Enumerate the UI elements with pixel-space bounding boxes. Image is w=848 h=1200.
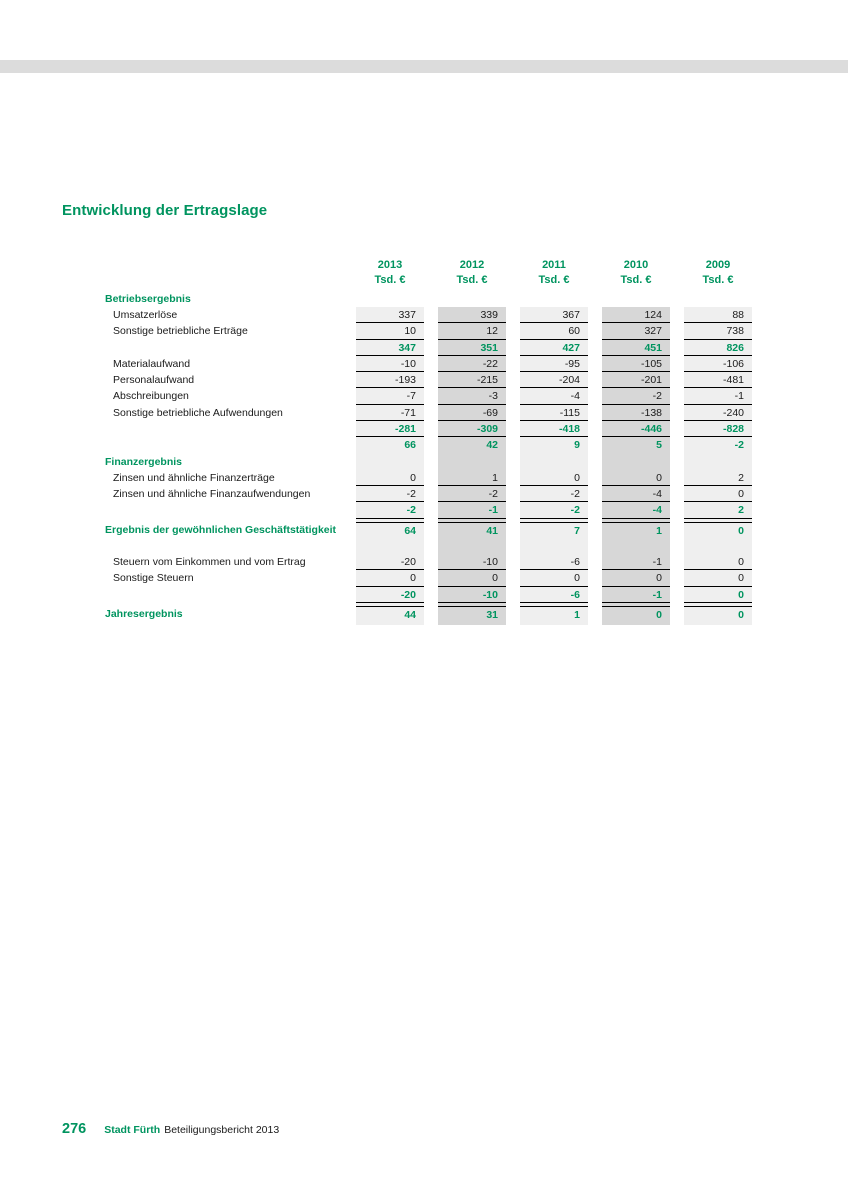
table-row: [105, 454, 755, 470]
column-header-year: 2011: [542, 259, 566, 271]
value-cell: -20: [356, 587, 424, 603]
table-row: [105, 570, 755, 586]
value-cell: 367: [520, 307, 588, 323]
value-cell: -71: [356, 405, 424, 421]
value-cell: 41: [438, 522, 506, 538]
page-footer: [62, 1121, 279, 1137]
value-cell: -193: [356, 372, 424, 388]
row-label: Zinsen und ähnliche Finanzerträge: [113, 471, 275, 484]
value-cell: -105: [602, 356, 670, 372]
value-cell: 44: [356, 606, 424, 622]
value-cell: -138: [602, 405, 670, 421]
row-label: Personalaufwand: [113, 374, 195, 387]
value-cell: -215: [438, 372, 506, 388]
earnings-table: [105, 258, 755, 622]
page-title: Entwicklung der Ertragslage: [62, 202, 268, 219]
table-row: [105, 388, 755, 404]
table-row: [105, 606, 755, 622]
column-header-year: 2010: [623, 259, 649, 271]
value-cell: 339: [438, 307, 506, 323]
value-cell: 337: [356, 307, 424, 323]
value-cell: -204: [520, 372, 588, 388]
value-cell: 88: [684, 307, 752, 323]
row-label: Steuern vom Einkommen und vom Ertrag: [113, 556, 306, 569]
row-label: Betriebsergebnis: [105, 293, 191, 305]
value-cell: 351: [438, 340, 506, 356]
row-label: Sonstige betriebliche Aufwendungen: [113, 406, 283, 419]
value-cell: -69: [438, 405, 506, 421]
value-cell: 60: [520, 323, 588, 339]
value-cell: 327: [602, 323, 670, 339]
value-cell: -2: [356, 486, 424, 502]
value-cell: -281: [356, 421, 424, 437]
column-header-year: 2012: [459, 259, 485, 271]
page-number: 276: [62, 1121, 87, 1137]
value-cell: -2: [356, 502, 424, 518]
value-cell: -1: [438, 502, 506, 518]
row-label: Umsatzerlöse: [113, 309, 178, 321]
value-cell: 66: [404, 439, 416, 452]
value-cell: -95: [520, 356, 588, 372]
value-cell: -4: [602, 486, 670, 502]
table-row: [105, 470, 755, 486]
value-cell: -240: [684, 405, 752, 421]
value-cell: -10: [438, 554, 506, 570]
value-cell: 0: [602, 606, 670, 622]
row-label: Sonstige Steuern: [113, 572, 194, 585]
value-cell: 826: [684, 340, 752, 356]
row-label: Jahresergebnis: [105, 608, 183, 621]
column-header-unit: Tsd. €: [374, 274, 406, 286]
value-cell: 0: [684, 587, 752, 603]
value-cell: 0: [684, 606, 752, 622]
value-cell: -6: [520, 587, 588, 603]
value-cell: 9: [574, 439, 580, 452]
value-cell: -4: [602, 502, 670, 518]
table-row: [105, 405, 755, 421]
row-label: Abschreibungen: [113, 390, 189, 403]
value-cell: -418: [520, 421, 588, 437]
value-cell: -1: [684, 388, 752, 404]
table-row: [105, 486, 755, 502]
value-cell: 5: [656, 439, 662, 452]
column-header-unit: Tsd. €: [702, 274, 734, 286]
row-label: Zinsen und ähnliche Finanzaufwendungen: [113, 487, 311, 500]
value-cell: 0: [356, 470, 424, 486]
value-cell: 1: [520, 606, 588, 622]
table-row: [105, 421, 755, 437]
value-cell: -481: [684, 372, 752, 388]
value-cell: -2: [602, 388, 670, 404]
value-cell: -22: [438, 356, 506, 372]
table-header: [105, 258, 755, 291]
row-label: Sonstige betriebliche Erträge: [113, 325, 248, 338]
table-row: [105, 340, 755, 356]
value-cell: 64: [356, 522, 424, 538]
table-row: [105, 372, 755, 388]
value-cell: 451: [602, 340, 670, 356]
column-header-year: 2009: [705, 259, 731, 271]
footer-brand: Stadt Fürth: [104, 1124, 161, 1136]
value-cell: -10: [356, 356, 424, 372]
value-cell: -2: [438, 486, 506, 502]
column-header-year: 2013: [377, 259, 403, 271]
table-row: [105, 522, 755, 538]
value-cell: -2: [520, 486, 588, 502]
value-cell: -3: [438, 388, 506, 404]
value-cell: 42: [486, 439, 498, 452]
table-row: [105, 554, 755, 570]
top-divider-bar: [0, 60, 848, 73]
value-cell: 347: [356, 340, 424, 356]
value-cell: 2: [684, 470, 752, 486]
table-row: [105, 587, 755, 603]
value-cell: 0: [684, 486, 752, 502]
column-header-unit: Tsd. €: [538, 274, 570, 286]
value-cell: -4: [520, 388, 588, 404]
footer-report-title: Beteiligungsbericht 2013: [164, 1124, 280, 1136]
value-cell: 0: [602, 570, 670, 586]
value-cell: -106: [684, 356, 752, 372]
value-cell: 0: [684, 554, 752, 570]
value-cell: -20: [356, 554, 424, 570]
value-cell: -2: [520, 502, 588, 518]
table-row: [105, 356, 755, 372]
value-cell: 0: [684, 522, 752, 538]
table-row: [105, 437, 755, 453]
value-cell: 31: [438, 606, 506, 622]
row-label: Materialaufwand: [113, 357, 191, 370]
table-row: [105, 538, 755, 554]
value-cell: 427: [520, 340, 588, 356]
table-row: [105, 323, 755, 339]
value-cell: 12: [438, 323, 506, 339]
value-cell: 738: [684, 323, 752, 339]
value-cell: -446: [602, 421, 670, 437]
value-cell: 124: [602, 307, 670, 323]
value-cell: 1: [438, 470, 506, 486]
value-cell: 0: [520, 570, 588, 586]
table-row: [105, 291, 755, 307]
value-cell: -7: [356, 388, 424, 404]
row-label: Ergebnis der gewöhnlichen Geschäftstätigkeit: [105, 523, 337, 536]
value-cell: 0: [684, 570, 752, 586]
value-cell: -2: [734, 439, 744, 452]
value-cell: -115: [520, 405, 588, 421]
value-cell: -10: [438, 587, 506, 603]
value-cell: -201: [602, 372, 670, 388]
value-cell: 0: [520, 470, 588, 486]
value-cell: -828: [684, 421, 752, 437]
value-cell: 0: [356, 570, 424, 586]
column-header-unit: Tsd. €: [456, 274, 488, 286]
value-cell: 10: [356, 323, 424, 339]
value-cell: 1: [602, 522, 670, 538]
table-row: [105, 502, 755, 518]
row-label: Finanzergebnis: [105, 455, 183, 468]
table-rows: [105, 291, 755, 622]
value-cell: -1: [602, 587, 670, 603]
column-header-unit: Tsd. €: [620, 274, 652, 286]
table-row: [105, 307, 755, 323]
value-cell: -309: [438, 421, 506, 437]
value-cell: 7: [520, 522, 588, 538]
value-cell: 0: [438, 570, 506, 586]
value-cell: -1: [602, 554, 670, 570]
value-cell: -6: [520, 554, 588, 570]
value-cell: 2: [684, 502, 752, 518]
value-cell: 0: [602, 470, 670, 486]
